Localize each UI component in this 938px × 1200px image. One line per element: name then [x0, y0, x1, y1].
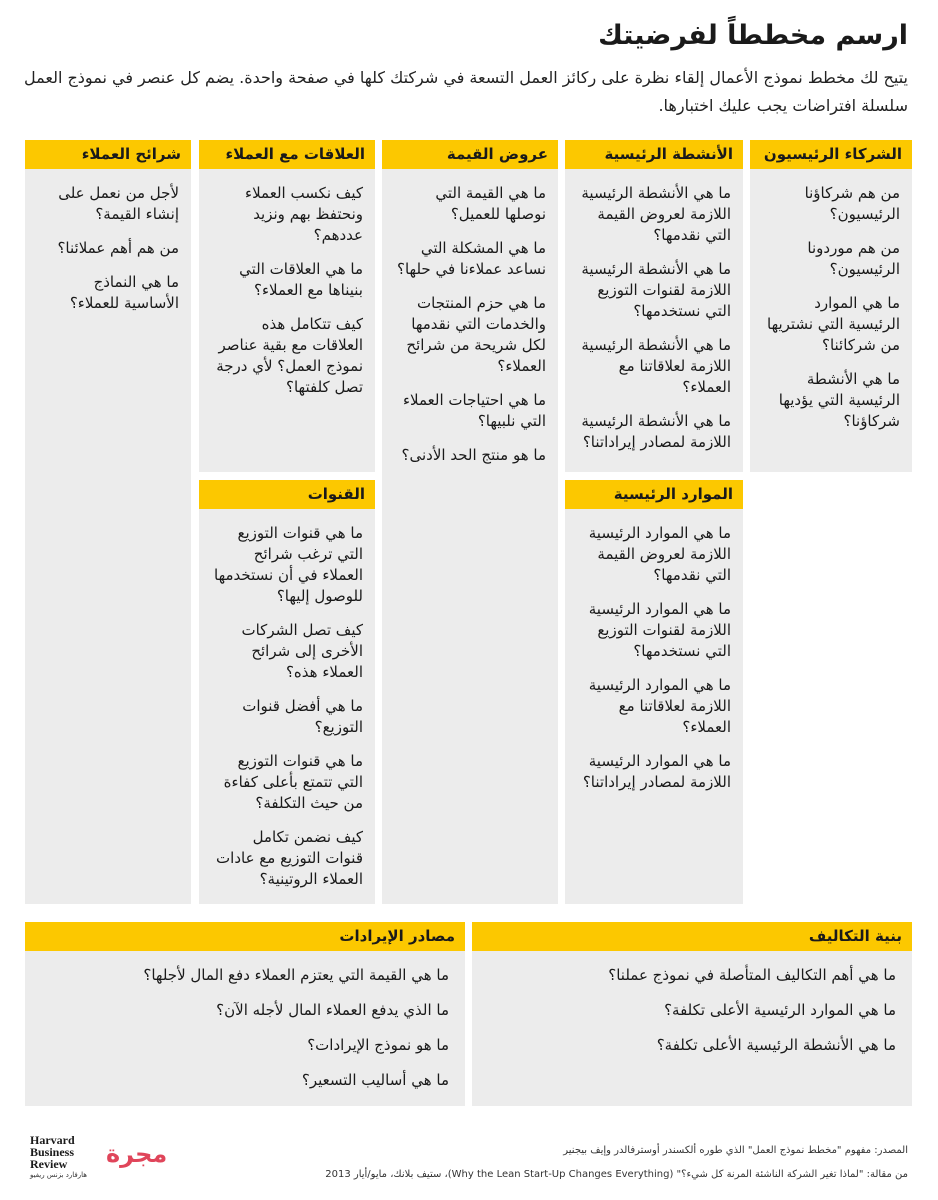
source-line: من مقالة: "لماذا تغير الشركة الناشئة المرنة كل شيء؟" (Why the Lean Start-Up Changes Everything)، ستيف بلانك، مايو/أيار 2013	[325, 1169, 908, 1180]
cost-structure-block	[472, 922, 912, 1106]
question-item: كيف نكسب العملاء ونحتفظ بهم ونزيد عددهم؟	[245, 184, 363, 244]
value-propositions-block	[382, 140, 558, 904]
question-item: ما هي قنوات التوزيع التي تتمتع بأعلى كفاءة من حيث التكلفة؟	[223, 752, 363, 812]
question-item: ما هي النماذج الأساسية للعملاء؟	[69, 273, 179, 312]
value-propositions-questions	[382, 169, 558, 489]
customer-relationships-block	[199, 140, 375, 472]
key-activities-questions	[565, 169, 743, 476]
question-item: ما هو منتج الحد الأدنى؟	[401, 446, 546, 464]
customer-segments-questions	[25, 169, 191, 337]
question-item: ما هي القيمة التي يعتزم العملاء دفع المال لأجلها؟	[143, 966, 449, 984]
question-item: ما هي العلاقات التي بنيناها مع العملاء؟	[239, 260, 363, 299]
question-item: ما هي أفضل قنوات التوزيع؟	[242, 697, 363, 736]
channels-block	[199, 480, 375, 904]
question-item: ما هي الموارد الرئيسية اللازمة لعلاقاتنا مع العملاء؟	[588, 676, 731, 736]
majalla-logo: مجرة	[106, 1140, 168, 1168]
page-title: ارسم مخططاً لفرضيتك	[598, 20, 908, 51]
key-resources-questions	[565, 509, 743, 816]
question-item: ما هي الأنشطة الرئيسية اللازمة لقنوات التوزيع التي نستخدمها؟	[581, 260, 731, 320]
question-item: ما هي القيمة التي نوصلها للعميل؟	[435, 184, 546, 223]
revenue-streams-block	[25, 922, 465, 1106]
customer-relationships-title: العلاقات مع العملاء	[199, 140, 375, 169]
key-partners-title: الشركاء الرئيسيون	[750, 140, 912, 169]
question-item: ما هي الأنشطة الرئيسية اللازمة لعلاقاتنا مع العملاء؟	[581, 336, 731, 396]
page-subtitle: يتيح لك مخطط نموذج الأعمال إلقاء نظرة على ركائز العمل التسعة في شركتك كلها في صفحة واحدة. يضم كل عنصر في نموذج العمل سلسلة افتراضات يجب عليك اختبارها.	[23, 68, 908, 115]
question-item: ما الذي يدفع العملاء المال لأجله الآن؟	[216, 1001, 449, 1019]
key-activities-block	[565, 140, 743, 472]
revenue-streams-title: مصادر الإيرادات	[25, 922, 465, 951]
hbr-logo-line: Harvard	[30, 1133, 75, 1147]
question-item: كيف نضمن تكامل قنوات التوزيع مع عادات العملاء الروتينية؟	[216, 828, 363, 888]
question-item: من هم موردونا الرئيسيون؟	[807, 239, 900, 278]
cost-structure-questions	[472, 951, 912, 1084]
question-item: ما هو نموذج الإيرادات؟	[307, 1036, 449, 1054]
question-item: ما هي الأنشطة الرئيسية الأعلى تكلفة؟	[656, 1036, 896, 1054]
value-propositions-title: عروض القيمة	[382, 140, 558, 169]
source-citation	[268, 1139, 908, 1187]
question-item: ما هي المشكلة التي نساعد عملاءنا في حلها؟	[397, 239, 546, 278]
hbr-logo	[30, 1134, 104, 1180]
key-resources-title: الموارد الرئيسية	[565, 480, 743, 509]
question-item: ما هي الموارد الرئيسية الأعلى تكلفة؟	[664, 1001, 896, 1019]
hbr-logo-line: Review	[30, 1157, 68, 1171]
question-item: ما هي الموارد الرئيسية التي نشتريها من شركائنا؟	[767, 294, 900, 354]
key-resources-block	[565, 480, 743, 904]
cost-structure-title: بنية التكاليف	[472, 922, 912, 951]
revenue-streams-questions	[25, 951, 465, 1119]
question-item: ما هي احتياجات العملاء التي نلبيها؟	[403, 391, 546, 430]
question-item: ما هي الأنشطة الرئيسية اللازمة لعروض القيمة التي نقدمها؟	[581, 184, 731, 244]
question-item: ما هي أهم التكاليف المتأصلة في نموذج عملنا؟	[608, 966, 896, 984]
customer-segments-block	[25, 140, 191, 904]
channels-title: القنوات	[199, 480, 375, 509]
question-item: ما هي الموارد الرئيسية اللازمة لقنوات التوزيع التي نستخدمها؟	[588, 600, 731, 660]
source-line: المصدر: مفهوم "مخطط نموذج العمل" الذي طوره ألكسندر أوسترفالدر وإيف بيجنير	[563, 1145, 908, 1156]
customer-segments-title: شرائح العملاء	[25, 140, 191, 169]
question-item: ما هي أساليب التسعير؟	[301, 1071, 449, 1089]
question-item: ما هي الأنشطة الرئيسية اللازمة لمصادر إيراداتنا؟	[581, 412, 731, 451]
key-partners-questions	[750, 169, 912, 455]
customer-relationships-questions	[199, 169, 375, 421]
question-item: ما هي الأنشطة الرئيسية التي يؤديها شركاؤنا؟	[778, 370, 900, 430]
key-partners-block	[750, 140, 912, 472]
channels-questions	[199, 509, 375, 913]
question-item: ما هي الموارد الرئيسية اللازمة لعروض القيمة التي نقدمها؟	[588, 524, 731, 584]
question-item: من هم شركاؤنا الرئيسيون؟	[804, 184, 900, 223]
question-item: من هم أهم عملائنا؟	[57, 239, 179, 257]
question-item: كيف تصل الشركات الأخرى إلى شرائح العملاء هذه؟	[241, 621, 363, 681]
key-activities-title: الأنشطة الرئيسية	[565, 140, 743, 169]
question-item: ما هي قنوات التوزيع التي ترغب شرائح العملاء في أن نستخدمها للوصول إليها؟	[214, 524, 363, 605]
question-item: ما هي حزم المنتجات والخدمات التي نقدمها لكل شريحة من شرائح العملاء؟	[406, 294, 546, 375]
hbr-logo-line: Business	[30, 1145, 75, 1159]
question-item: كيف تتكامل هذه العلاقات مع بقية عناصر نموذج العمل؟ لأي درجة تصل كلفتها؟	[216, 315, 363, 396]
hbr-logo-arabic: هارفارد بزنس ريفيو	[30, 1171, 87, 1179]
question-item: ما هي الموارد الرئيسية اللازمة لمصادر إيراداتنا؟	[582, 752, 731, 791]
question-item: لأجل من نعمل على إنشاء القيمة؟	[58, 184, 179, 223]
